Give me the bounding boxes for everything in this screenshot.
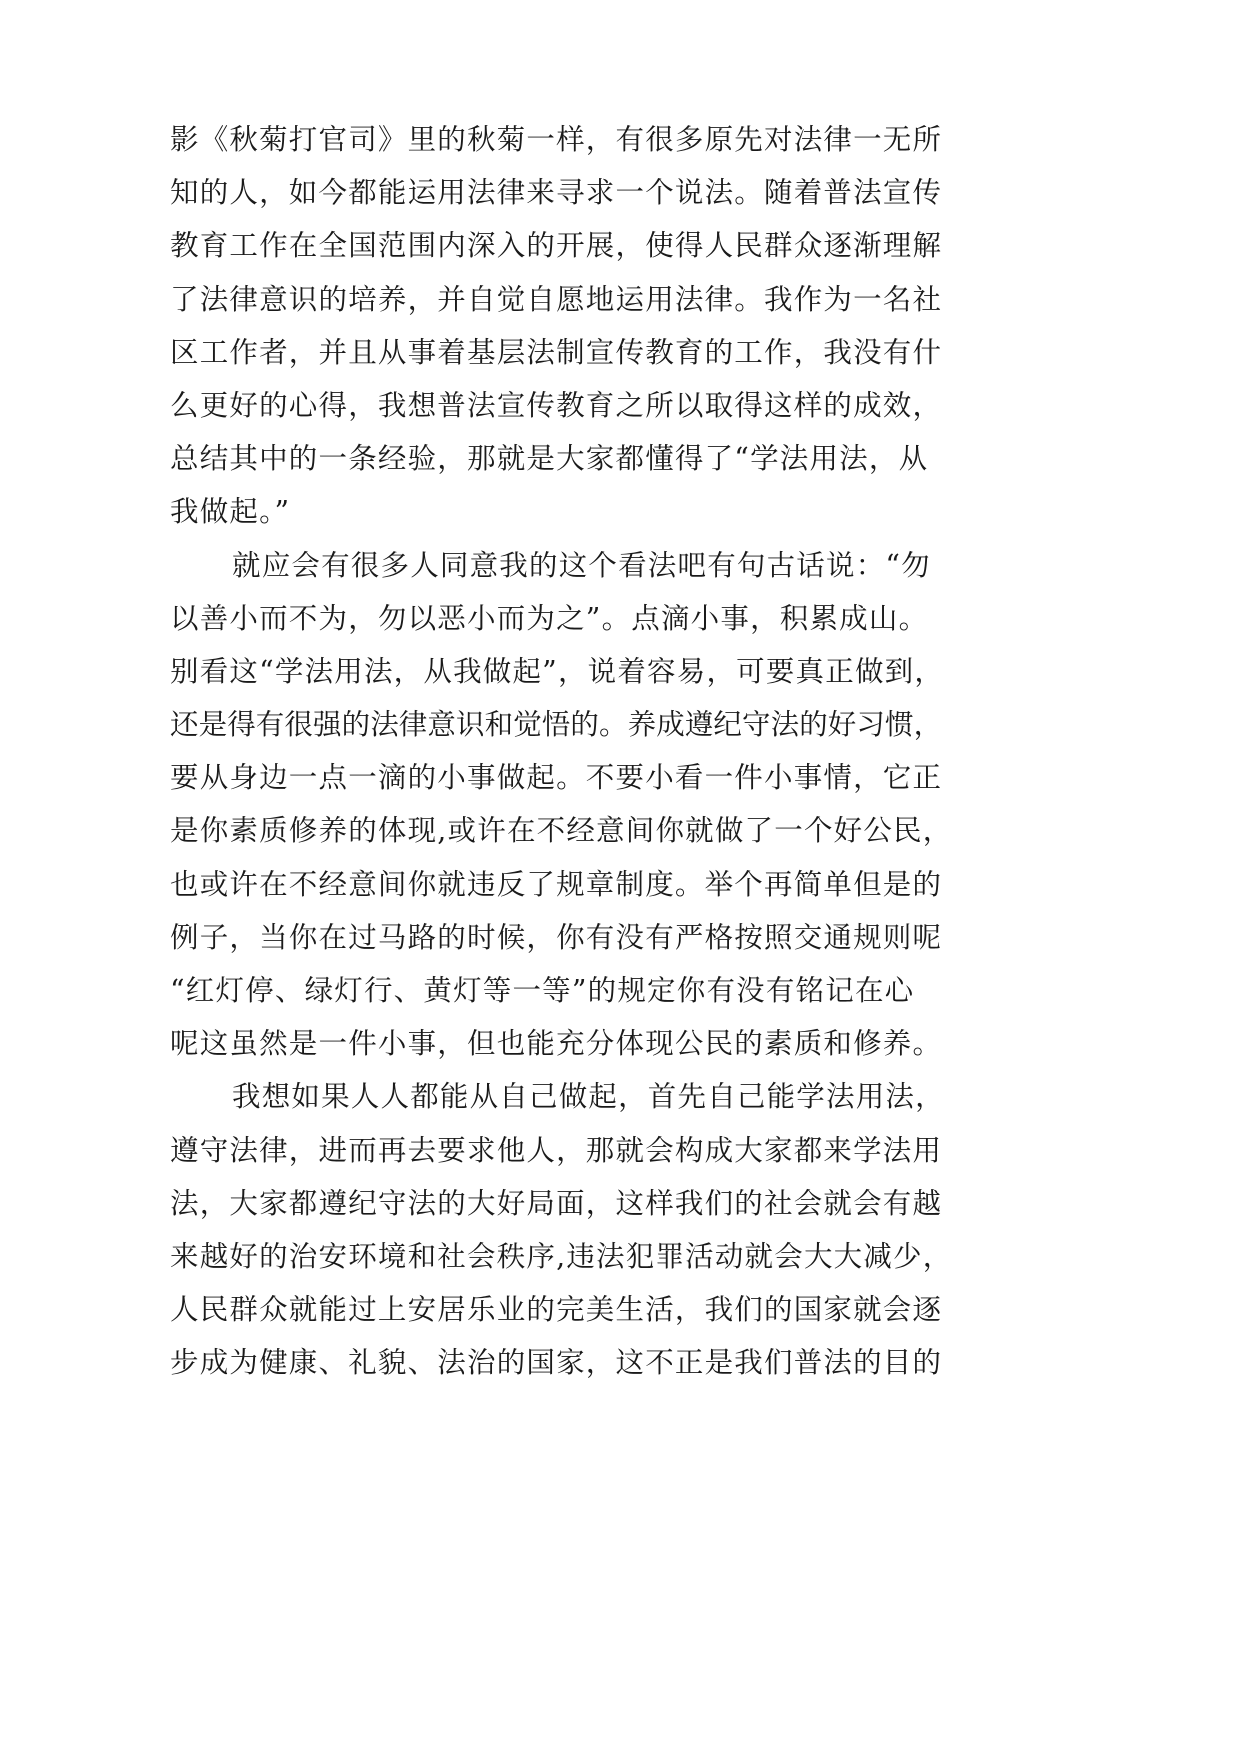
text-line: 我做起。” <box>170 495 291 529</box>
text-line: 么更好的心得，我想普法宣传教育之所以取得这样的成效， <box>170 388 943 422</box>
text-line: 了法律意识的培养，并自觉自愿地运用法律。我作为一名社 <box>170 282 943 316</box>
text-line: 呢这虽然是一件小事，但也能充分体现公民的素质和修养。 <box>170 1027 943 1061</box>
text-line: 总结其中的一条经验，那就是大家都懂得了“学法用法，从 <box>170 442 929 476</box>
text-line: 遵守法律，进而再去要求他人，那就会构成大家都来学法用 <box>170 1133 943 1167</box>
text-line: 以善小而不为，勿以恶小而为之”。点滴小事，积累成山。 <box>170 601 929 635</box>
body-text <box>170 113 970 1390</box>
paragraph-2 <box>170 539 970 1071</box>
text-line: 例子，当你在过马路的时候，你有没有严格按照交通规则呢 <box>170 920 943 954</box>
text-line: 来越好的治安环境和社会秩序,违法犯罪活动就会大大减少， <box>170 1239 953 1273</box>
text-line: 教育工作在全国范围内深入的开展，使得人民群众逐渐理解 <box>170 229 943 263</box>
text-line: 要从身边一点一滴的小事做起。不要小看一件小事情，它正 <box>170 761 943 795</box>
text-line: 别看这“学法用法，从我做起”，说着容易，可要真正做到， <box>170 654 945 688</box>
text-line: 就应会有很多人同意我的这个看法吧有句古话说：“勿 <box>232 548 931 582</box>
text-line: 法，大家都遵纪守法的大好局面，这样我们的社会就会有越 <box>170 1186 943 1220</box>
text-line: 知的人，如今都能运用法律来寻求一个说法。随着普法宣传 <box>170 176 943 210</box>
text-line: 我想如果人人都能从自己做起，首先自己能学法用法， <box>232 1080 945 1114</box>
text-line: 也或许在不经意间你就违反了规章制度。举个再简单但是的 <box>170 867 943 901</box>
text-line: “红灯停、绿灯行、黄灯等一等”的规定你有没有铭记在心 <box>170 974 915 1007</box>
text-line: 是你素质修养的体现,或许在不经意间你就做了一个好公民， <box>170 814 953 848</box>
text-line: 影《秋菊打官司》里的秋菊一样，有很多原先对法律一无所 <box>170 123 943 156</box>
text-line: 人民群众就能过上安居乐业的完美生活，我们的国家就会逐 <box>170 1293 943 1327</box>
text-line: 步成为健康、礼貌、法治的国家，这不正是我们普法的目的 <box>170 1346 943 1380</box>
paragraph-3 <box>170 1070 970 1389</box>
paragraph-1 <box>170 113 970 539</box>
text-line: 区工作者，并且从事着基层法制宣传教育的工作，我没有什 <box>170 335 943 369</box>
text-line: 还是得有很强的法律意识和觉悟的。养成遵纪守法的好习惯， <box>170 708 943 742</box>
